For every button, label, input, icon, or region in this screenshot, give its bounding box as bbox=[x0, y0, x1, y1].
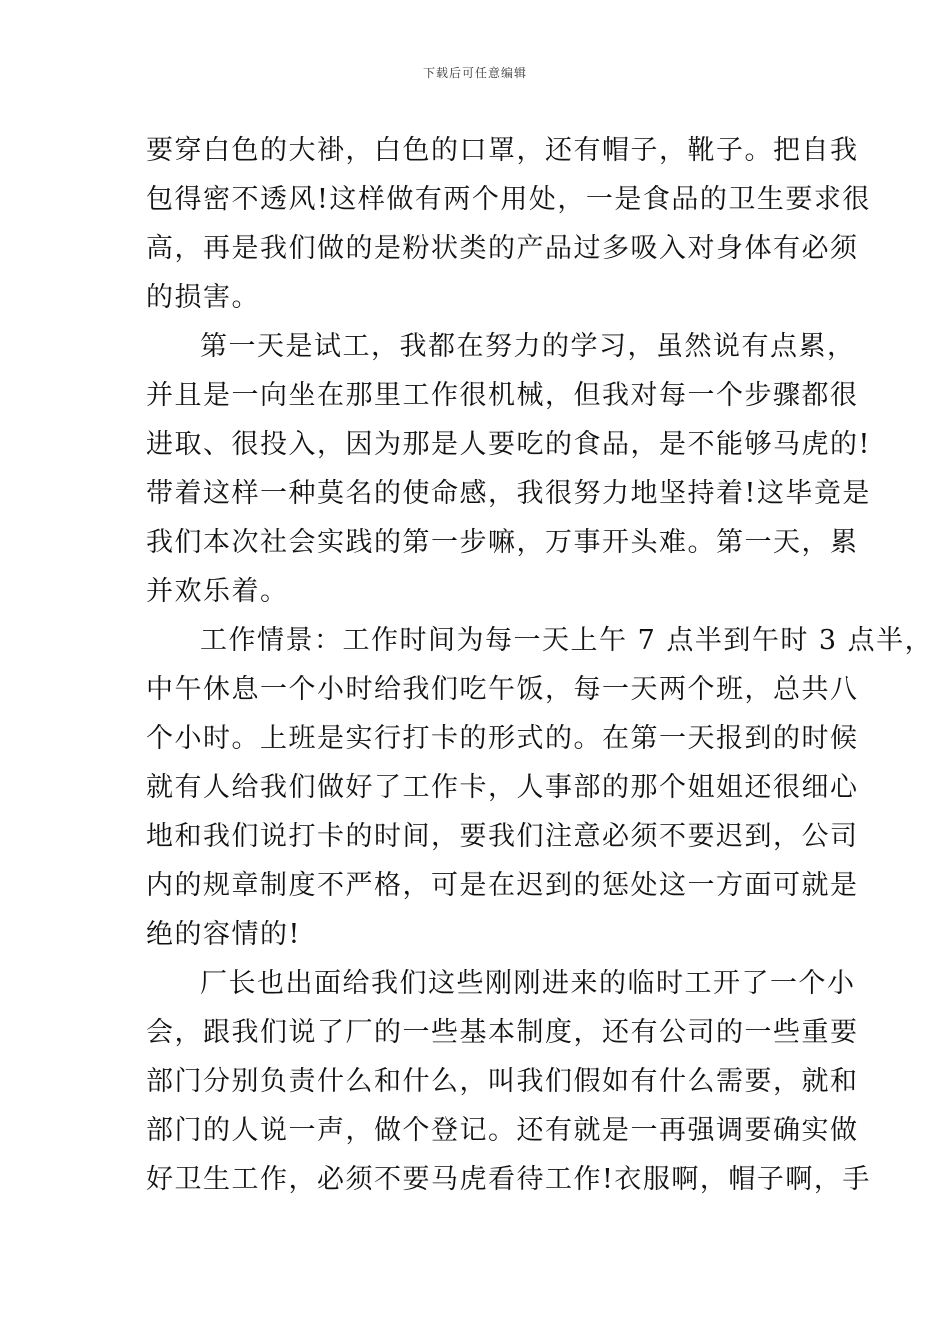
paragraph-line: 地和我们说打卡的时间，要我们注意必须不要迟到，公司 bbox=[146, 821, 859, 852]
paragraph-line: 部门的人说一声，做个登记。还有就是一再强调要确实做 bbox=[146, 1115, 859, 1146]
paragraph-line: 高，再是我们做的是粉状类的产品过多吸入对身体有必须 bbox=[146, 233, 859, 264]
paragraph-line: 的损害。 bbox=[146, 282, 260, 313]
paragraph-line: 并且是一向坐在那里工作很机械，但我对每一个步骤都很 bbox=[146, 380, 859, 411]
document-body bbox=[146, 126, 934, 1204]
paragraph-line: 进取、很投入，因为那是人要吃的食品，是不能够马虎的! bbox=[146, 429, 871, 460]
paragraph-2 bbox=[146, 322, 871, 616]
paragraph-line: 并欢乐着。 bbox=[146, 576, 289, 607]
paragraph-line: 工作情景：工作时间为每一天上午 7 点半到午时 3 点半， bbox=[200, 625, 934, 656]
paragraph-line: 个小时。上班是实行打卡的形式的。在第一天报到的时候 bbox=[146, 723, 859, 754]
paragraph-line: 会，跟我们说了厂的一些基本制度，还有公司的一些重要 bbox=[146, 1017, 859, 1048]
header-note: 下载后可任意编辑 bbox=[422, 66, 527, 80]
paragraph-line: 中午休息一个小时给我们吃午饭，每一天两个班，总共八 bbox=[146, 674, 859, 705]
paragraph-line: 厂长也出面给我们这些刚刚进来的临时工开了一个小 bbox=[200, 968, 856, 999]
paragraph-line: 就有人给我们做好了工作卡，人事部的那个姐姐还很细心 bbox=[146, 772, 859, 803]
paragraph-line: 包得密不透风!这样做有两个用处，一是食品的卫生要求很 bbox=[146, 184, 871, 215]
paragraph-1 bbox=[146, 126, 871, 322]
paragraph-line: 好卫生工作，必须不要马虎看待工作!衣服啊，帽子啊，手 bbox=[146, 1164, 871, 1195]
paragraph-line: 带着这样一种莫名的使命感，我很努力地坚持着!这毕竟是 bbox=[146, 478, 871, 509]
paragraph-line: 部门分别负责什么和什么，叫我们假如有什么需要，就和 bbox=[146, 1066, 859, 1097]
paragraph-line: 第一天是试工，我都在努力的学习，虽然说有点累， bbox=[200, 331, 856, 362]
paragraph-line: 要穿白色的大褂，白色的口罩，还有帽子，靴子。把自我 bbox=[146, 135, 859, 166]
paragraph-4 bbox=[146, 959, 871, 1204]
paragraph-line: 内的规章制度不严格，可是在迟到的惩处这一方面可就是 bbox=[146, 870, 859, 901]
paragraph-3 bbox=[146, 616, 934, 959]
paragraph-line: 我们本次社会实践的第一步嘛，万事开头难。第一天，累 bbox=[146, 527, 859, 558]
paragraph-line: 绝的容情的! bbox=[146, 919, 301, 950]
